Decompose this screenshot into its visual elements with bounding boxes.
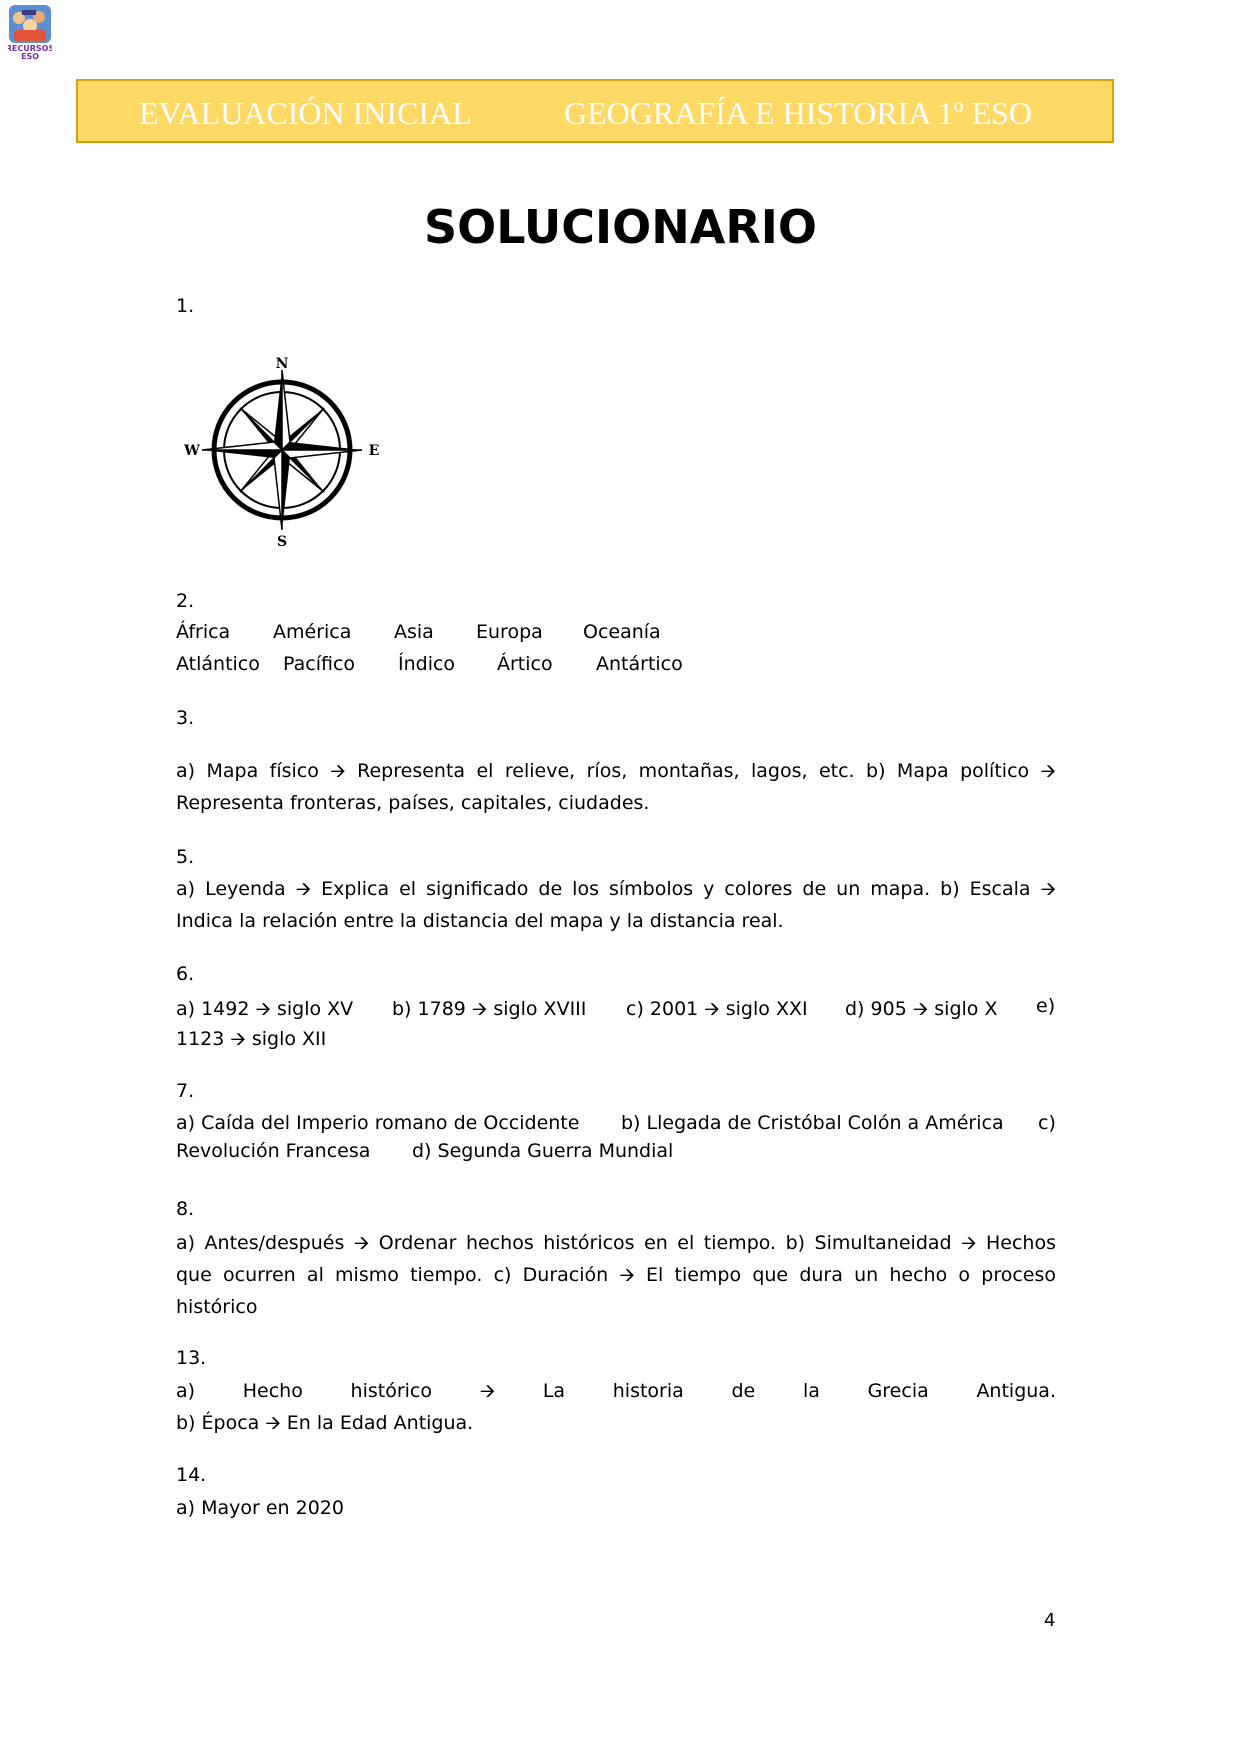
question-7-number: 7. xyxy=(176,1080,195,1102)
question-8-number: 8. xyxy=(176,1198,195,1220)
svg-text:ESO: ESO xyxy=(20,52,40,60)
ocean-item: Antártico xyxy=(596,653,683,675)
century-answer: c) 2001 🡪 siglo XXI xyxy=(626,998,808,1020)
continent-item: África xyxy=(176,621,231,643)
century-answer: b) 1789 🡪 siglo XVIII xyxy=(392,998,587,1020)
question-14-number: 14. xyxy=(176,1464,207,1486)
header-evaluation-title: EVALUACIÓN INICIAL xyxy=(139,95,472,131)
question-13-answer-line-1: a) Hecho histórico 🡪 La historia de la Grecia Antigua. xyxy=(176,1380,1056,1402)
historical-event-answer: Revolución Francesa xyxy=(176,1140,371,1162)
question-13-answer-line-2: b) Época 🡪 En la Edad Antigua. xyxy=(176,1412,474,1434)
compass-east-label: E xyxy=(368,443,380,459)
continents-row xyxy=(176,621,1056,653)
continent-item: Oceanía xyxy=(583,621,661,643)
question-3-answer-line-2: Representa fronteras, países, capitales, ciudades. xyxy=(176,792,650,814)
continent-item: Asia xyxy=(394,621,434,643)
question-5-answer-line-2: Indica la relación entre la distancia del mapa y la distancia real. xyxy=(176,910,784,932)
ocean-item: Ártico xyxy=(497,653,553,675)
ocean-item: Atlántico xyxy=(176,653,260,675)
question-1-number: 1. xyxy=(176,295,195,317)
question-2-number: 2. xyxy=(176,590,195,612)
svg-text:RECURSOS: RECURSOS xyxy=(8,44,52,53)
header-subject-title: GEOGRAFÍA E HISTORIA 1º ESO xyxy=(564,95,1033,131)
question-14-answer-line-1: a) Mayor en 2020 xyxy=(176,1497,344,1519)
question-3-number: 3. xyxy=(176,707,195,729)
question-7-answer-line-2 xyxy=(176,1140,1056,1172)
question-5-number: 5. xyxy=(176,846,195,868)
ocean-item: Índico xyxy=(398,653,456,675)
page-title: SOLUCIONARIO xyxy=(424,200,817,254)
question-8-answer-line-2: que ocurren al mismo tiempo. c) Duración 🡪 El tiempo que dura un hecho o proceso xyxy=(176,1264,1056,1286)
recursos-eso-logo xyxy=(8,4,52,60)
compass-north-label: N xyxy=(275,356,289,372)
question-5-answer-line-1: a) Leyenda 🡪 Explica el significado de los símbolos y colores de un mapa. b) Escala 🡪 xyxy=(176,878,1056,900)
historical-event-answer: d) Segunda Guerra Mundial xyxy=(412,1140,674,1162)
century-answer: d) 905 🡪 siglo X xyxy=(845,998,998,1020)
oceans-row xyxy=(176,653,1056,685)
century-answer: a) 1492 🡪 siglo XV xyxy=(176,998,354,1020)
continent-item: Europa xyxy=(476,621,543,643)
question-6-answer-line-2: 1123 🡪 siglo XII xyxy=(176,1028,327,1050)
header-banner xyxy=(76,79,1114,143)
compass-south-label: S xyxy=(276,534,288,550)
century-answer: e) xyxy=(1036,995,1056,1017)
compass-west-label: W xyxy=(184,443,200,459)
compass-rose-image xyxy=(182,350,382,550)
continent-item: América xyxy=(273,621,352,643)
historical-event-answer: a) Caída del Imperio romano de Occidente xyxy=(176,1112,580,1134)
ocean-item: Pacífico xyxy=(283,653,356,675)
question-8-answer-line-3: histórico xyxy=(176,1296,258,1318)
historical-event-answer: b) Llegada de Cristóbal Colón a América xyxy=(621,1112,1004,1134)
page-number: 4 xyxy=(1044,1610,1056,1631)
question-8-answer-line-1: a) Antes/después 🡪 Ordenar hechos históricos en el tiempo. b) Simultaneidad 🡪 Hechos xyxy=(176,1232,1056,1254)
question-3-answer-line-1: a) Mapa físico 🡪 Representa el relieve, ríos, montañas, lagos, etc. b) Mapa político 🡪 xyxy=(176,760,1056,782)
question-13-number: 13. xyxy=(176,1347,207,1369)
question-6-number: 6. xyxy=(176,963,195,985)
historical-event-answer: c) xyxy=(1038,1112,1056,1134)
logo-image xyxy=(8,4,52,60)
